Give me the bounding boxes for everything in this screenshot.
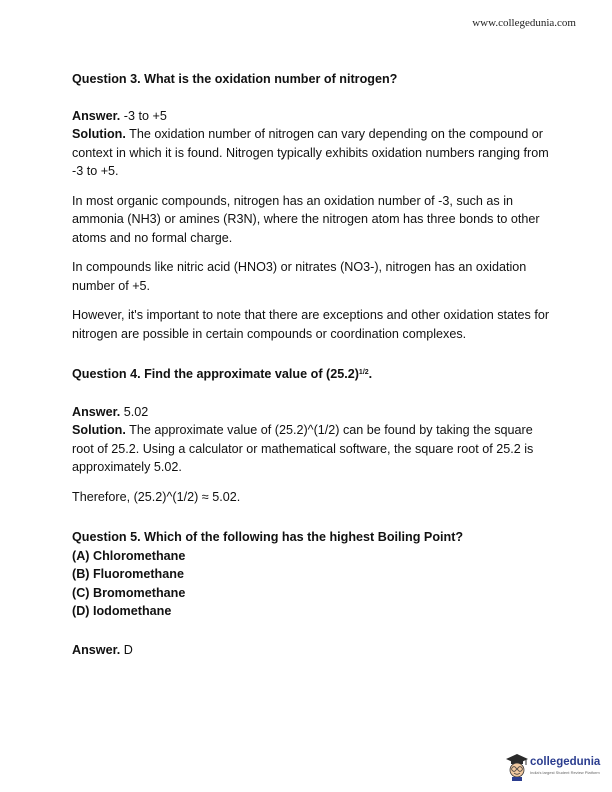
question-4-title-main: Question 4. Find the approximate value of (25.2): [72, 367, 359, 381]
option-b: (B) Fluoromethane: [72, 567, 184, 581]
question-3-paragraph: In most organic compounds, nitrogen has an oxidation number of -3, such as in ammonia (NH3) or amines (R3N), where the nitrogen atom has three bonds to other atoms and no formal charge.: [72, 193, 540, 245]
question-3-solution: [72, 125, 552, 181]
solution-label: Solution.: [72, 127, 126, 141]
question-4-conclusion: Therefore, (25.2)^(1/2) ≈ 5.02.: [72, 489, 241, 504]
question-4-title: [72, 365, 552, 384]
graduate-mascot-icon: [505, 753, 529, 781]
solution-text: The approximate value of (25.2)^(1/2) can be found by taking the square root of 25.2. Using a calculator or mathematical software, the square root of 25.2 is approximately 5.02.: [72, 423, 534, 474]
answer-value: -3 to +5: [120, 108, 167, 123]
question-5-title: Question 5. Which of the following has the highest Boiling Point?: [72, 530, 464, 544]
question-5-answer: [72, 641, 552, 660]
site-url[interactable]: www.collegedunia.com: [472, 17, 576, 29]
question-3-answer: [72, 107, 552, 126]
question-5-options: [72, 547, 552, 621]
option-c: (C) Bromomethane: [72, 585, 186, 600]
answer-label: Answer.: [72, 108, 121, 123]
question-3-paragraph: However, it's important to note that there are exceptions and other oxidation states for nitrogen are possible in certain compounds or coordination complexes.: [72, 308, 550, 341]
collegedunia-logo[interactable]: [505, 752, 605, 782]
answer-value: D: [120, 642, 133, 657]
question-4-answer: [72, 403, 552, 422]
answer-label: Answer.: [72, 642, 121, 657]
question-4-title-exponent: 1/2: [358, 369, 369, 376]
option-a: (A) Chloromethane: [72, 548, 186, 563]
question-3-paragraph: In compounds like nitric acid (HNO3) or nitrates (NO3-), nitrogen has an oxidation number of +5.: [72, 260, 527, 293]
logo-tagline: India's largest Student Review Platform: [530, 770, 600, 775]
answer-label: Answer.: [72, 404, 121, 419]
question-4-title-end: .: [368, 367, 373, 381]
answer-value: 5.02: [120, 404, 149, 419]
question-4-solution: [72, 421, 552, 477]
question-3-title: Question 3. What is the oxidation number of nitrogen?: [72, 72, 398, 86]
logo-text: collegedunia: [530, 756, 601, 768]
solution-text: The oxidation number of nitrogen can vary depending on the compound or context in which it is found. Nitrogen typically exhibits oxidation numbers ranging from -3 to +5.: [72, 127, 549, 178]
option-d: (D) Iodomethane: [72, 604, 172, 618]
solution-label: Solution.: [72, 423, 126, 437]
document-content: [72, 70, 552, 659]
